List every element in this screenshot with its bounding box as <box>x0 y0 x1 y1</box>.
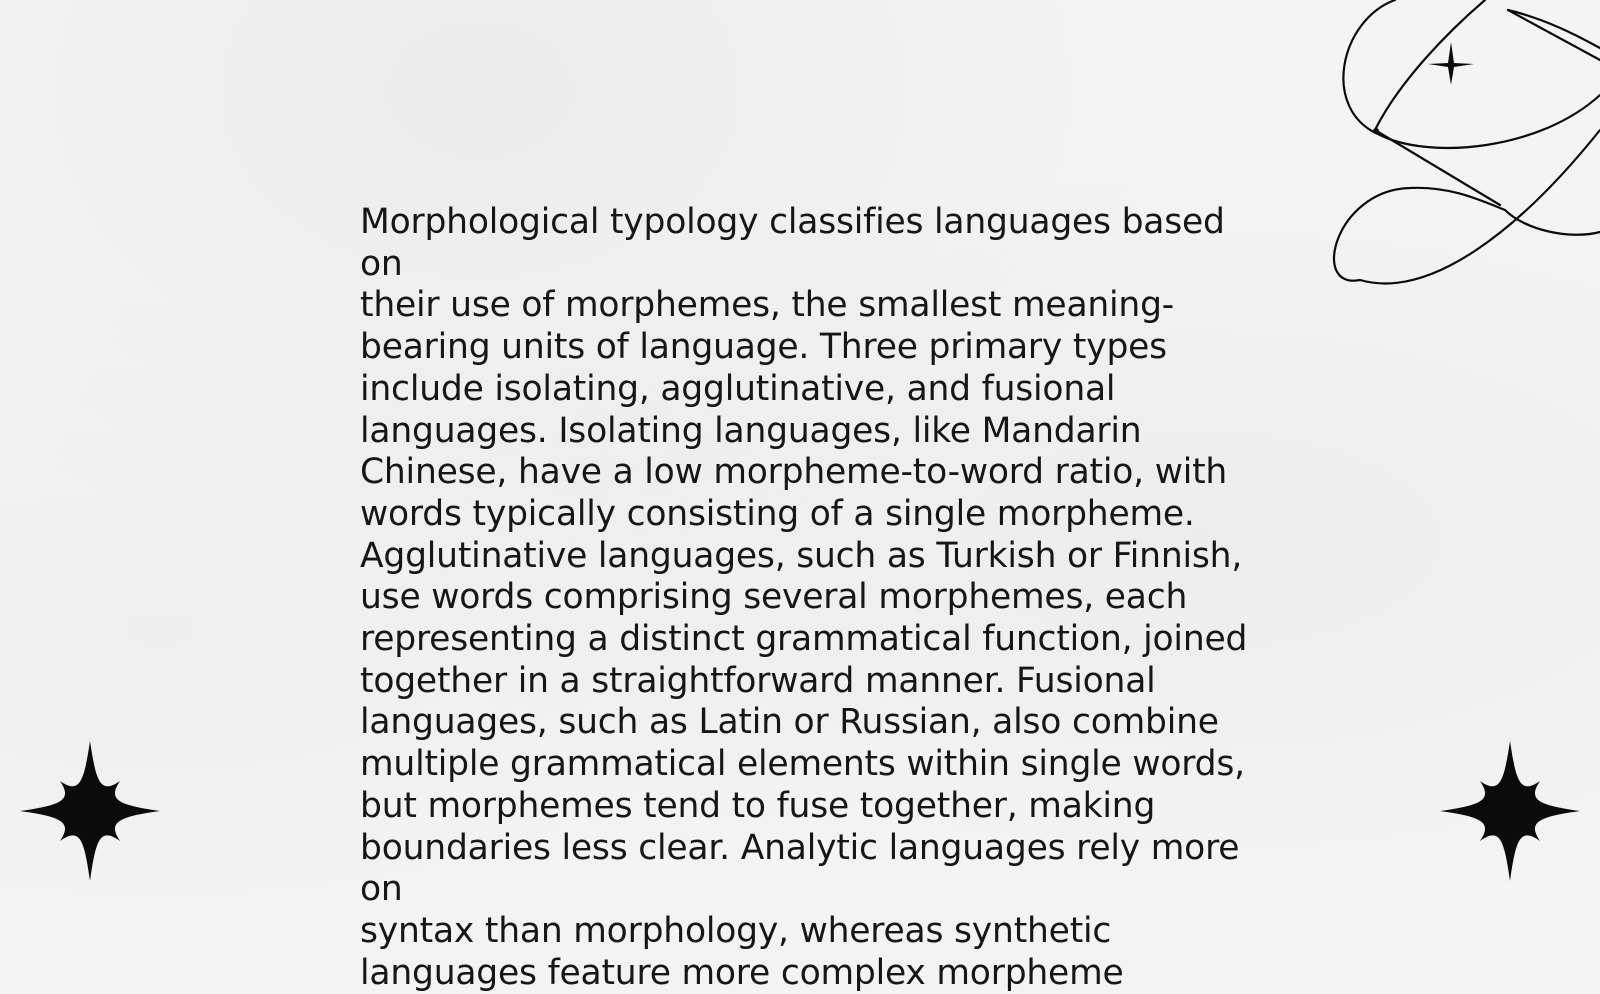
paragraph-line: languages, such as Latin or Russian, also combine <box>360 702 1219 743</box>
paragraph-line: boundaries less clear. Analytic languages rely more on <box>360 827 1240 910</box>
four-point-star-icon <box>1440 741 1580 881</box>
paragraph-line: multiple grammatical elements within single words, <box>360 744 1245 785</box>
paragraph-line: words typically consisting of a single morpheme. <box>360 493 1195 534</box>
paragraph-line: Agglutinative languages, such as Turkish or Finnish, <box>360 535 1243 576</box>
four-point-star-icon <box>20 741 160 881</box>
paragraph-line: Chinese, have a low morpheme-to-word ratio, with <box>360 452 1228 493</box>
paragraph-line: but morphemes tend to fuse together, making <box>360 785 1156 826</box>
paragraph-line: bearing units of language. Three primary types <box>360 327 1167 368</box>
paragraph-line: syntax than morphology, whereas synthetic <box>360 910 1112 951</box>
paragraph-line: languages feature more complex morpheme <box>360 952 1124 993</box>
paragraph-line: Morphological typology classifies languages based on <box>360 202 1225 284</box>
paragraph-line: include isolating, agglutinative, and fusional <box>360 368 1116 409</box>
paragraph-line: their use of morphemes, the smallest meaning- <box>360 285 1175 326</box>
body-paragraph <box>360 202 1260 994</box>
paragraph-line: together in a straightforward manner. Fusional <box>360 660 1156 701</box>
paragraph-line: representing a distinct grammatical function, joined <box>360 619 1248 660</box>
paragraph-line: use words comprising several morphemes, each <box>360 577 1188 618</box>
orbit-lines-icon <box>1340 0 1600 300</box>
paragraph-line: languages. Isolating languages, like Mandarin <box>360 410 1142 451</box>
